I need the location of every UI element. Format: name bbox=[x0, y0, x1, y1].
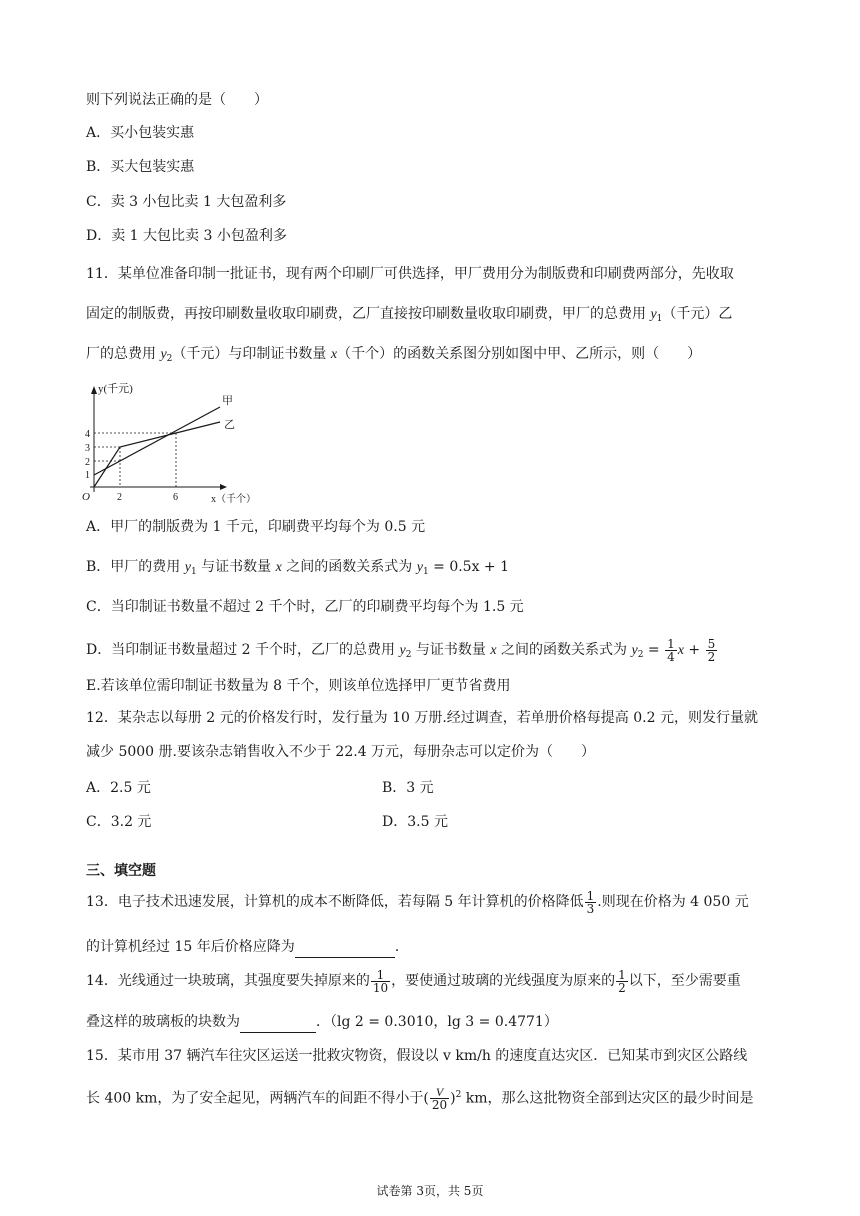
y-tick-4: 4 bbox=[85, 429, 90, 440]
q11-line-1: 11．某单位准备印制一批证书，现有两个印刷厂可供选择，甲厂费用分为制版费和印刷费两部分，先收取 bbox=[86, 266, 734, 282]
y-tick-3: 3 bbox=[85, 443, 90, 454]
q10-option-c: C．卖 3 小包比卖 1 大包盈利多 bbox=[86, 194, 287, 210]
q15-line-2: 长 400 km，为了安全起见，两辆汽车的间距不得小于( $\frac{V}{20}$ )$^2$ km，那么这批物资全部到达灾区的最少时间是 bbox=[86, 1085, 754, 1113]
page-footer: 试卷第 3页，共 5页 bbox=[376, 1184, 484, 1198]
q11-option-b-formula: = 0.5x + 1 bbox=[428, 559, 510, 575]
q15-line-1: 15．某市用 37 辆汽车往灾区运送一批救灾物资，假设以 v km/h 的速度直达灾区．已知某市到灾区公路线 bbox=[86, 1048, 748, 1064]
y-tick-1: 1 bbox=[85, 470, 90, 481]
q13-line-1: 13．电子技术迅速发展，计算机的成本不断降低，若每隔 5 年计算机的价格降低 $\frac{1}{3}$ .则现在价格为 4 050 元 bbox=[86, 888, 749, 916]
q10-stem: 则下列说法正确的是（ ） bbox=[86, 92, 268, 108]
q11-line-3: 厂的总费用 $y_2$（千元）与印制证书数量 x（千个）的函数关系图分别如图中甲、乙所示，则（ ） bbox=[86, 346, 702, 364]
y-axis-arrow bbox=[91, 386, 97, 394]
q11-option-b: B．甲厂的费用 $y_1$ 与证书数量 x 之间的函数关系式为 $y_1 = 0.5x + 1$ bbox=[86, 559, 510, 577]
q14-line-2: 叠这样的玻璃板的块数为 ．（lg 2 = 0.3010，lg 3 = 0.4771） bbox=[86, 1012, 558, 1033]
q14-answer-blank[interactable] bbox=[240, 1012, 316, 1033]
y-tick-2: 2 bbox=[85, 457, 90, 468]
q13-answer-blank[interactable] bbox=[295, 937, 395, 958]
q13-line-2: 的计算机经过 15 年后价格应降为 . bbox=[86, 937, 399, 958]
q11-option-e: E.若该单位需印制证书数量为 8 千个，则该单位选择甲厂更节省费用 bbox=[86, 678, 511, 694]
x-tick-6: 6 bbox=[173, 492, 178, 503]
q12-option-d: D．3.5 元 bbox=[382, 814, 448, 830]
q10-option-b: B．买大包装实惠 bbox=[86, 159, 195, 175]
x-axis-arrow bbox=[220, 484, 227, 490]
q12-line-2: 减少 5000 册.要该杂志销售收入不少于 22.4 万元，每册杂志可以定价为（ ） bbox=[86, 744, 596, 760]
q11-line-2: 固定的制版费，再按印刷数量收取印刷费，乙厂直接按印刷数量收取印刷费，甲厂的总费用 $y_1$（千元）乙 bbox=[86, 306, 733, 324]
x-tick-2: 2 bbox=[117, 492, 122, 503]
line-jia bbox=[94, 407, 220, 475]
x-axis-label: x（千个） bbox=[211, 494, 256, 505]
q11-option-a: A．甲厂的制版费为 1 千元，印刷费平均每个为 0.5 元 bbox=[86, 519, 426, 535]
origin-label: O bbox=[82, 491, 90, 503]
q10-option-a: A．买小包装实惠 bbox=[86, 125, 195, 141]
y-axis-label: y(千元) bbox=[98, 383, 133, 395]
q12-option-a: A．2.5 元 bbox=[86, 780, 151, 796]
q12-option-c: C．3.2 元 bbox=[86, 814, 152, 830]
line-yi bbox=[94, 422, 220, 487]
cost-function-graph bbox=[80, 380, 260, 506]
line-jia-label: 甲 bbox=[222, 395, 233, 407]
q12-option-b: B．3 元 bbox=[382, 780, 434, 796]
section-title-fill-in: 三、填空题 bbox=[86, 863, 156, 879]
q14-line-1: 14．光线通过一块玻璃，其强度要失掉原来的 $\frac{1}{10}$ ，要使通过玻璃的光线强度为原来的 $\frac{1}{2}$ 以下，至少需要重 bbox=[86, 967, 741, 995]
line-yi-label: 乙 bbox=[224, 419, 235, 431]
q11-option-d: D．当印制证书数量超过 2 千个时，乙厂的总费用 $y_2$ 与证书数量 x 之间的函数关系式为 $y_2$ = $\frac{1}{4}$ x + $\frac{5}{2}$ bbox=[86, 636, 716, 664]
q12-line-1: 12．某杂志以每册 2 元的价格发行时，发行量为 10 万册.经过调查，若单册价格每提高 0.2 元，则发行量就 bbox=[86, 710, 758, 726]
q10-option-d: D．卖 1 大包比卖 3 小包盈利多 bbox=[86, 228, 287, 244]
q11-option-c: C．当印制证书数量不超过 2 千个时，乙厂的印刷费平均每个为 1.5 元 bbox=[86, 599, 524, 615]
